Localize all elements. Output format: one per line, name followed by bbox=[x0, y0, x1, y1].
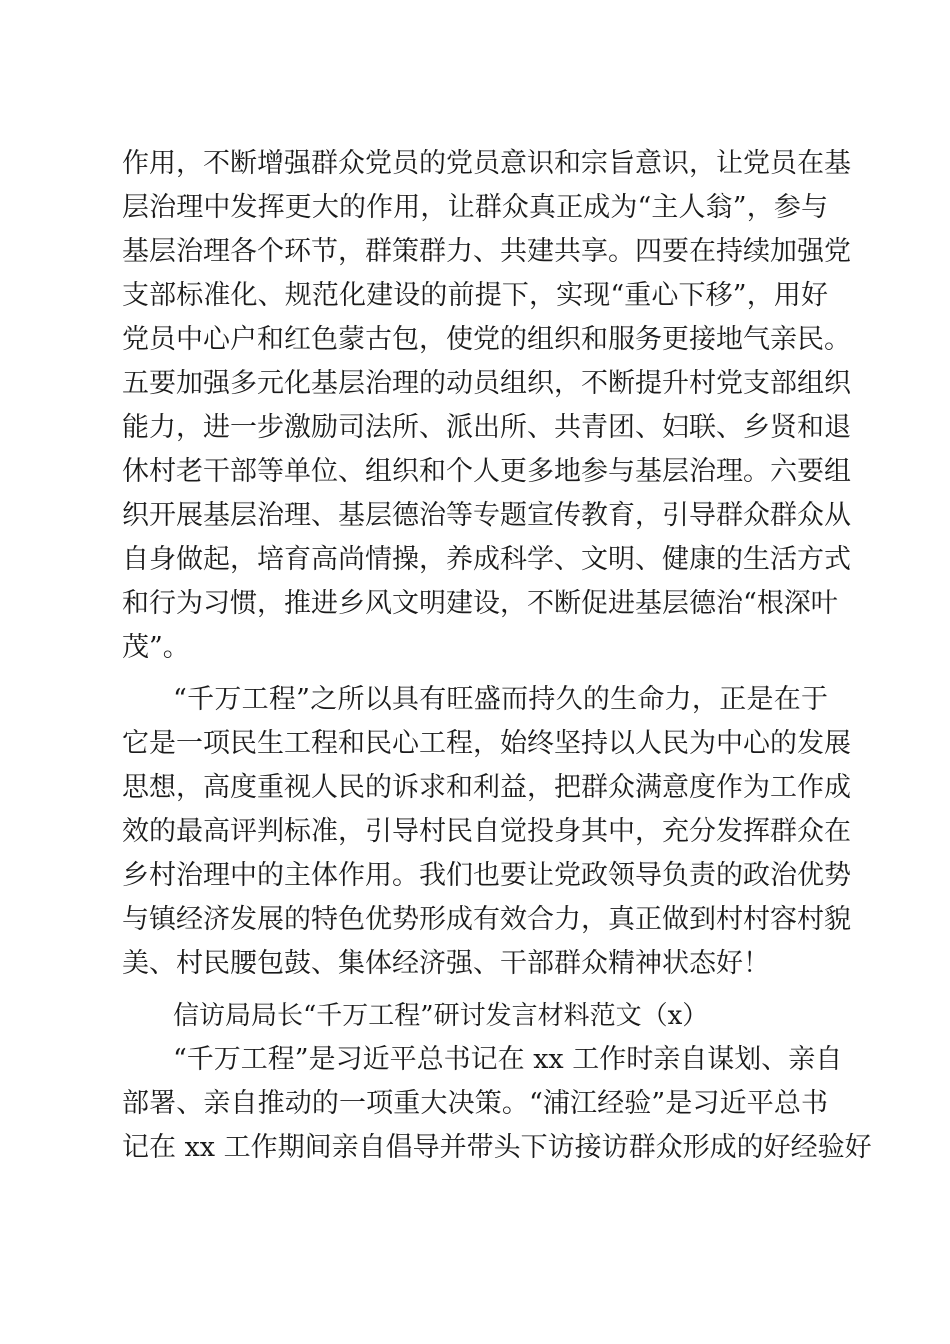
paragraph-line: 党员中心户和红色蒙古包，使党的组织和服务更接地气亲民。 bbox=[122, 324, 851, 355]
paragraph-line: 它是一项民生工程和民心工程，始终坚持以人民为中心的发展 bbox=[122, 728, 851, 759]
paragraph-line: 记在 xx 工作期间亲自倡导并带头下访接访群众形成的好经验好 bbox=[122, 1132, 872, 1163]
paragraph-line: 效的最高评判标准，引导村民自觉投身其中，充分发挥群众在 bbox=[122, 816, 851, 847]
paragraph-line: 织开展基层治理、基层德治等专题宣传教育，引导群众群众从 bbox=[122, 500, 851, 531]
paragraph-line: 与镇经济发展的特色优势形成有效合力，真正做到村村容村貌 bbox=[122, 904, 851, 935]
paragraph-line: 部署、亲自推动的一项重大决策。“浦江经验”是习近平总书 bbox=[122, 1088, 828, 1119]
paragraph-line: 基层治理各个环节，群策群力、共建共享。四要在持续加强党 bbox=[122, 236, 851, 267]
paragraph-line: 美、村民腰包鼓、集体经济强、干部群众精神状态好！ bbox=[122, 948, 770, 979]
paragraph-line: 五要加强多元化基层治理的动员组织，不断提升村党支部组织 bbox=[122, 368, 851, 399]
paragraph-line: 支部标准化、规范化建设的前提下，实现“重心下移”，用好 bbox=[122, 280, 828, 311]
paragraph-line: 能力，进一步激励司法所、派出所、共青团、妇联、乡贤和退 bbox=[122, 412, 851, 443]
paragraph-line: 自身做起，培育高尚情操，养成科学、文明、健康的生活方式 bbox=[122, 544, 851, 575]
paragraph-line: 层治理中发挥更大的作用，让群众真正成为“主人翁”，参与 bbox=[122, 192, 828, 223]
paragraph-line: 思想，高度重视人民的诉求和利益，把群众满意度作为工作成 bbox=[122, 772, 851, 803]
paragraph-line: 和行为习惯，推进乡风文明建设，不断促进基层德治“根深叶 bbox=[122, 588, 838, 619]
section-heading: 信访局局长“千万工程”研讨发言材料范文（x） bbox=[173, 1001, 709, 1031]
paragraph-line: 休村老干部等单位、组织和个人更多地参与基层治理。六要组 bbox=[122, 456, 851, 487]
paragraph-line: 茂”。 bbox=[122, 632, 190, 663]
paragraph-line: 作用，不断增强群众党员的党员意识和宗旨意识，让党员在基 bbox=[122, 148, 851, 179]
paragraph-line: “千万工程”是习近平总书记在 xx 工作时亲自谋划、亲自 bbox=[173, 1044, 843, 1075]
paragraph-line: “千万工程”之所以具有旺盛而持久的生命力，正是在于 bbox=[173, 684, 828, 715]
paragraph-line: 乡村治理中的主体作用。我们也要让党政领导负责的政治优势 bbox=[122, 860, 851, 891]
